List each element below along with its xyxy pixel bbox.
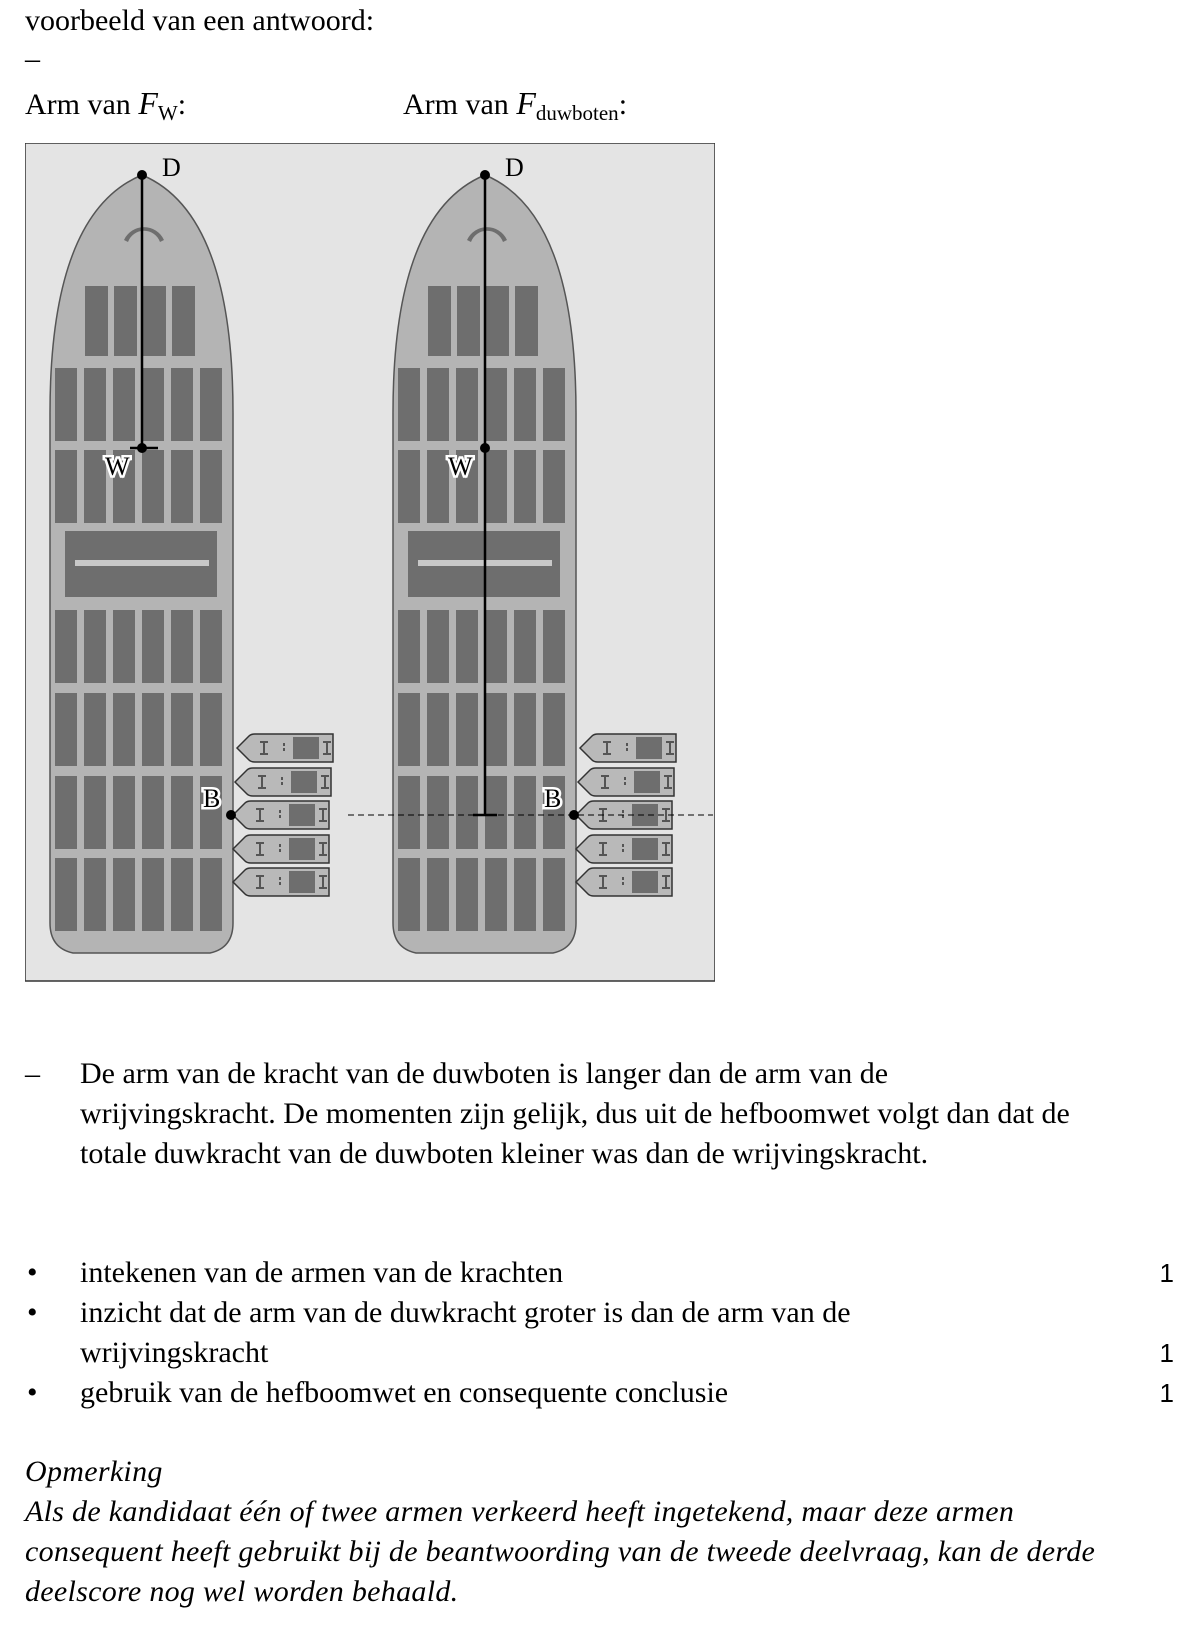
scoring-text: gebruik van de hefboomwet en consequente conclusie: [80, 1376, 729, 1409]
scoring-points: 1: [1159, 1338, 1174, 1368]
intro-dash: –: [25, 42, 40, 75]
caption-arm-fw: [25, 86, 186, 130]
caption-symbol: F: [516, 85, 536, 121]
scoring-points: 1: [1159, 1258, 1174, 1288]
bullet-mark: •: [27, 1376, 38, 1409]
scoring-text: intekenen van de armen van de krachten: [80, 1256, 564, 1289]
caption-suffix: :: [177, 88, 187, 121]
point-b: [569, 810, 579, 820]
label-d: D: [505, 153, 524, 182]
intro-text: voorbeeld van een antwoord:: [25, 4, 375, 37]
label-w: W: [448, 452, 473, 481]
answer-dash: –: [25, 1057, 40, 1090]
scoring-text: inzicht dat de arm van de duwkracht groter is dan de arm van de wrijvingskracht: [80, 1296, 851, 1369]
caption-prefix: Arm van: [25, 88, 139, 121]
point-w: [137, 443, 147, 453]
caption-suffix: :: [618, 88, 628, 121]
ship-diagram: [25, 143, 715, 983]
label-b: B: [203, 784, 221, 813]
label-d: D: [162, 153, 181, 182]
scoring-points: 1: [1159, 1378, 1174, 1408]
point-b: [226, 810, 236, 820]
point-d: [137, 170, 147, 180]
caption-prefix: Arm van: [403, 88, 517, 121]
answer-explanation: De arm van de kracht van de duwboten is langer dan de arm van de wrijvingskracht. De momenten zijn gelijk, dus uit de hefboomwet volgt dan dat de totale duwkracht van de duwboten kleiner was dan de wrijvingskracht.: [80, 1057, 1070, 1170]
bullet-mark: •: [27, 1256, 38, 1289]
point-w: [480, 443, 490, 453]
tug-group: [233, 734, 333, 896]
bullet-mark: •: [27, 1296, 38, 1329]
remark-title: Opmerking: [25, 1455, 163, 1488]
caption-subscript: duwboten: [535, 101, 619, 125]
label-b: B: [544, 784, 562, 813]
label-w: W: [105, 452, 130, 481]
caption-symbol: F: [138, 85, 158, 121]
caption-arm-fduwboten: [403, 86, 627, 130]
point-d: [480, 170, 490, 180]
remark-text: Als de kandidaat één of twee armen verkeerd heeft ingetekend, maar deze armen consequent heeft gebruikt bij de beantwoording van de tweede deelvraag, kan de derde deelscore nog wel worden behaald.: [25, 1495, 1096, 1608]
caption-subscript: W: [157, 101, 178, 125]
